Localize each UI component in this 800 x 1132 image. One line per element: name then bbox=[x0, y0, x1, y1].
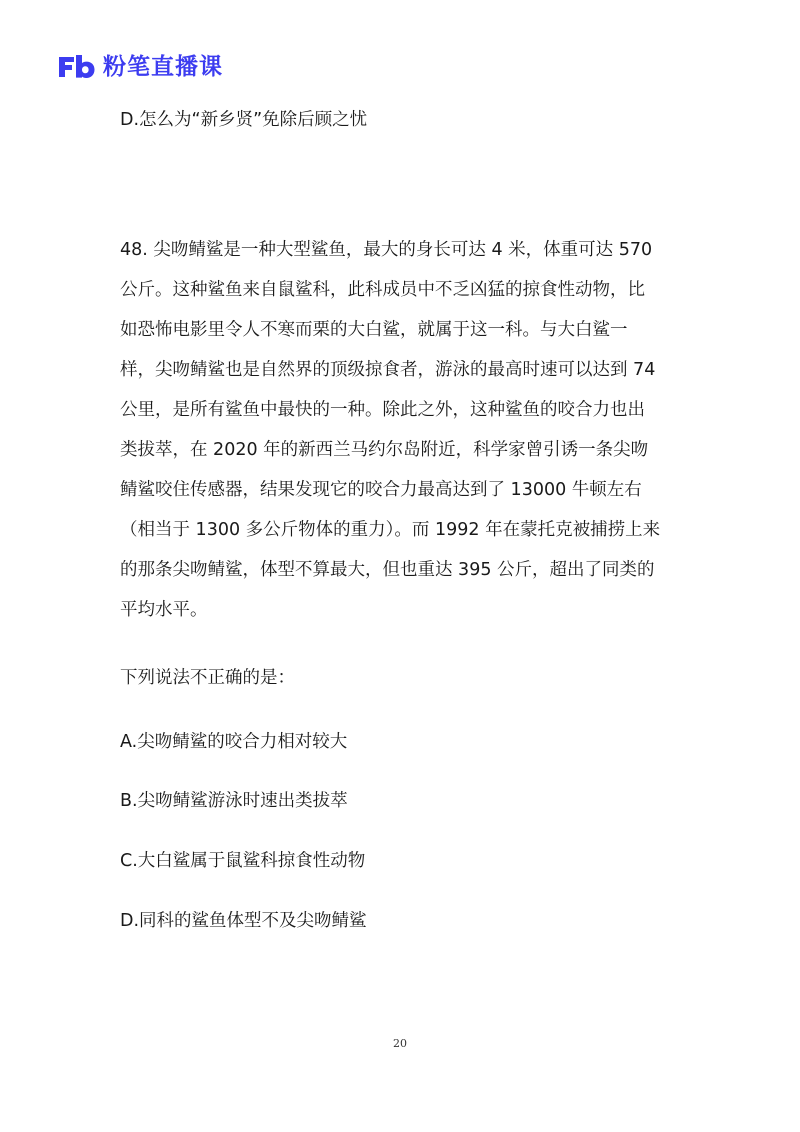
passage-line: 如恐怖电影里令人不寒而栗的大白鲨，就属于这一科。与大白鲨一 bbox=[120, 320, 628, 340]
passage-line: 公斤。这种鲨鱼来自鼠鲨科，此科成员中不乏凶猛的掠食性动物，比 bbox=[120, 280, 645, 300]
question-48-passage bbox=[120, 230, 695, 630]
passage-line: （相当于 1300 多公斤物体的重力）。而 1992 年在蒙托克被捕捞上来 bbox=[120, 520, 661, 540]
option-c: C.大白鲨属于鼠鲨科掠食性动物 bbox=[120, 851, 366, 871]
brand-name: 粉笔直播课 bbox=[103, 54, 223, 80]
question-prompt: 下列说法不正确的是： bbox=[120, 668, 295, 688]
passage-line: 48. 尖吻鲭鲨是一种大型鲨鱼，最大的身长可达 4 米，体重可达 570 bbox=[120, 240, 653, 260]
fenbi-logo-icon bbox=[57, 54, 97, 80]
option-d: D.同科的鲨鱼体型不及尖吻鲭鲨 bbox=[120, 911, 367, 931]
passage-line: 样，尖吻鲭鲨也是自然界的顶级掠食者，游泳的最高时速可以达到 74 bbox=[120, 360, 656, 380]
brand-header bbox=[57, 52, 223, 82]
previous-question-option-d: D.怎么为“新乡贤”免除后顾之忧 bbox=[120, 110, 368, 130]
page-number: 20 bbox=[393, 1037, 407, 1050]
passage-line: 平均水平。 bbox=[120, 600, 208, 620]
passage-line: 鲭鲨咬住传感器，结果发现它的咬合力最高达到了 13000 牛顿左右 bbox=[120, 480, 642, 500]
option-a: A.尖吻鲭鲨的咬合力相对较大 bbox=[120, 732, 348, 752]
option-b: B.尖吻鲭鲨游泳时速出类拔萃 bbox=[120, 791, 348, 811]
passage-line: 的那条尖吻鲭鲨，体型不算最大，但也重达 395 公斤，超出了同类的 bbox=[120, 560, 655, 580]
passage-line: 公里，是所有鲨鱼中最快的一种。除此之外，这种鲨鱼的咬合力也出 bbox=[120, 400, 645, 420]
passage-line: 类拔萃，在 2020 年的新西兰马约尔岛附近，科学家曾引诱一条尖吻 bbox=[120, 440, 649, 460]
